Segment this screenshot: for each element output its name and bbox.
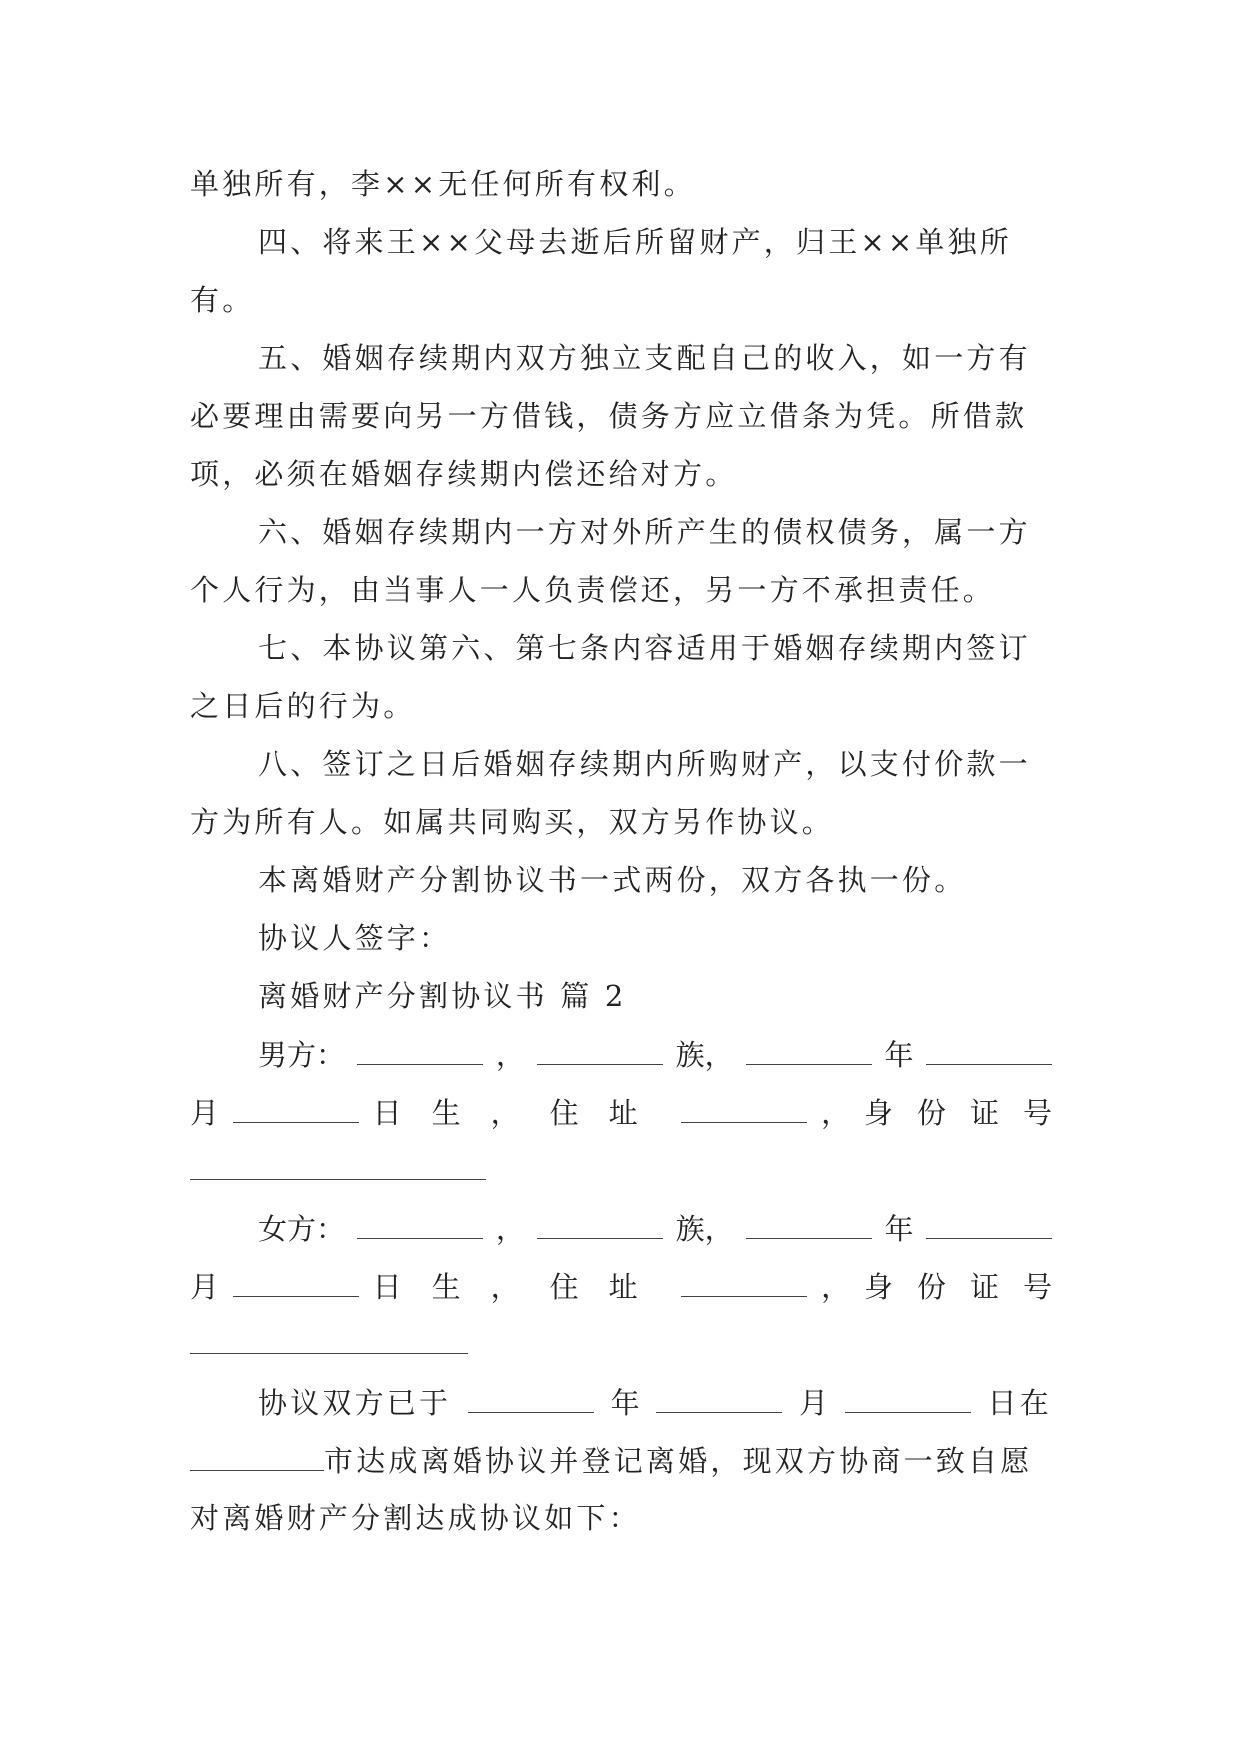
closing-day-blank	[845, 1382, 971, 1413]
female-label: 女方：	[258, 1212, 346, 1246]
clause-5-line-3: 项，必须在婚姻存续期内偿还给对方。	[190, 457, 738, 491]
male-party-line-2	[190, 1092, 1076, 1132]
clause-8-line-2: 方为所有人。如属共同购买，双方另作协议。	[190, 805, 835, 839]
female-id-blank	[190, 1353, 468, 1354]
closing-line-3: 对离婚财产分割达成协议如下：	[190, 1501, 641, 1535]
paragraph-3-end: 单独所有，李××无任何所有权利。	[190, 167, 696, 201]
clause-7-line-2: 之日后的行为。	[190, 689, 416, 723]
male-day-blank	[233, 1092, 359, 1123]
closing-agreed-on-label: 协议双方已于	[258, 1386, 452, 1420]
section-heading: 离婚财产分割协议书 篇 2	[258, 979, 627, 1013]
male-year-label: 年	[884, 1038, 914, 1072]
clause-4-line-1: 四、将来王××父母去逝后所留财产，归王××单独所	[258, 225, 1012, 259]
male-ethnicity-label: 族，	[675, 1038, 734, 1072]
female-id-comma: ，	[821, 1270, 851, 1304]
closing-line-1	[258, 1382, 1052, 1422]
clause-4-line-2: 有。	[190, 283, 255, 317]
clause-6-line-2: 个人行为，由当事人一人负责偿还，另一方不承担责任。	[190, 573, 996, 607]
closing-line-2-text: 市达成离婚协议并登记离婚，现双方协商一致自愿	[324, 1444, 1033, 1478]
closing-city-blank	[190, 1440, 324, 1471]
male-comma: ，	[495, 1038, 525, 1072]
clause-8-line-1: 八、签订之日后婚姻存续期内所购财产，以支付价款一	[258, 747, 1031, 781]
female-comma: ，	[495, 1212, 525, 1246]
closing-year-label: 年	[610, 1386, 640, 1420]
female-month-label: 月	[190, 1270, 220, 1304]
closing-year-blank	[468, 1382, 594, 1413]
male-ethnicity-blank	[537, 1034, 663, 1065]
male-party-line-1	[258, 1034, 1052, 1074]
copies-statement: 本离婚财产分割协议书一式两份，双方各执一份。	[258, 863, 967, 897]
female-year-label: 年	[884, 1212, 914, 1246]
female-year-blank	[746, 1208, 872, 1239]
male-address-blank	[681, 1092, 807, 1123]
closing-line-2	[190, 1440, 1052, 1480]
female-ethnicity-blank	[537, 1208, 663, 1239]
female-name-blank	[357, 1208, 483, 1239]
closing-month-label: 月	[799, 1386, 829, 1420]
male-label: 男方：	[258, 1038, 346, 1072]
female-birth-address-label: 日生，住址	[372, 1270, 668, 1304]
male-name-blank	[357, 1034, 483, 1065]
female-party-line-2	[190, 1266, 1076, 1306]
closing-day-label: 日在	[987, 1386, 1052, 1420]
clause-6-line-1: 六、婚姻存续期内一方对外所产生的债权债务，属一方	[258, 515, 1031, 549]
female-party-line-1	[258, 1208, 1052, 1248]
male-year-blank	[746, 1034, 872, 1065]
clause-7-line-1: 七、本协议第六、第七条内容适用于婚姻存续期内签订	[258, 631, 1031, 665]
female-address-blank	[681, 1266, 807, 1297]
male-id-label: 身份证号	[863, 1096, 1076, 1130]
female-month-blank	[926, 1208, 1052, 1239]
female-day-blank	[233, 1266, 359, 1297]
clause-5-line-1: 五、婚姻存续期内双方独立支配自己的收入，如一方有	[258, 341, 1031, 375]
closing-month-blank	[656, 1382, 782, 1413]
male-id-comma: ，	[821, 1096, 851, 1130]
female-ethnicity-label: 族，	[675, 1212, 734, 1246]
male-month-blank	[926, 1034, 1052, 1065]
clause-5-line-2: 必要理由需要向另一方借钱，债务方应立借条为凭。所借款	[190, 399, 1028, 433]
male-id-blank	[190, 1179, 486, 1180]
male-birth-address-label: 日生，住址	[372, 1096, 668, 1130]
male-month-label: 月	[190, 1096, 220, 1130]
female-id-label: 身份证号	[863, 1270, 1076, 1304]
signature-label: 协议人签字：	[258, 921, 452, 955]
